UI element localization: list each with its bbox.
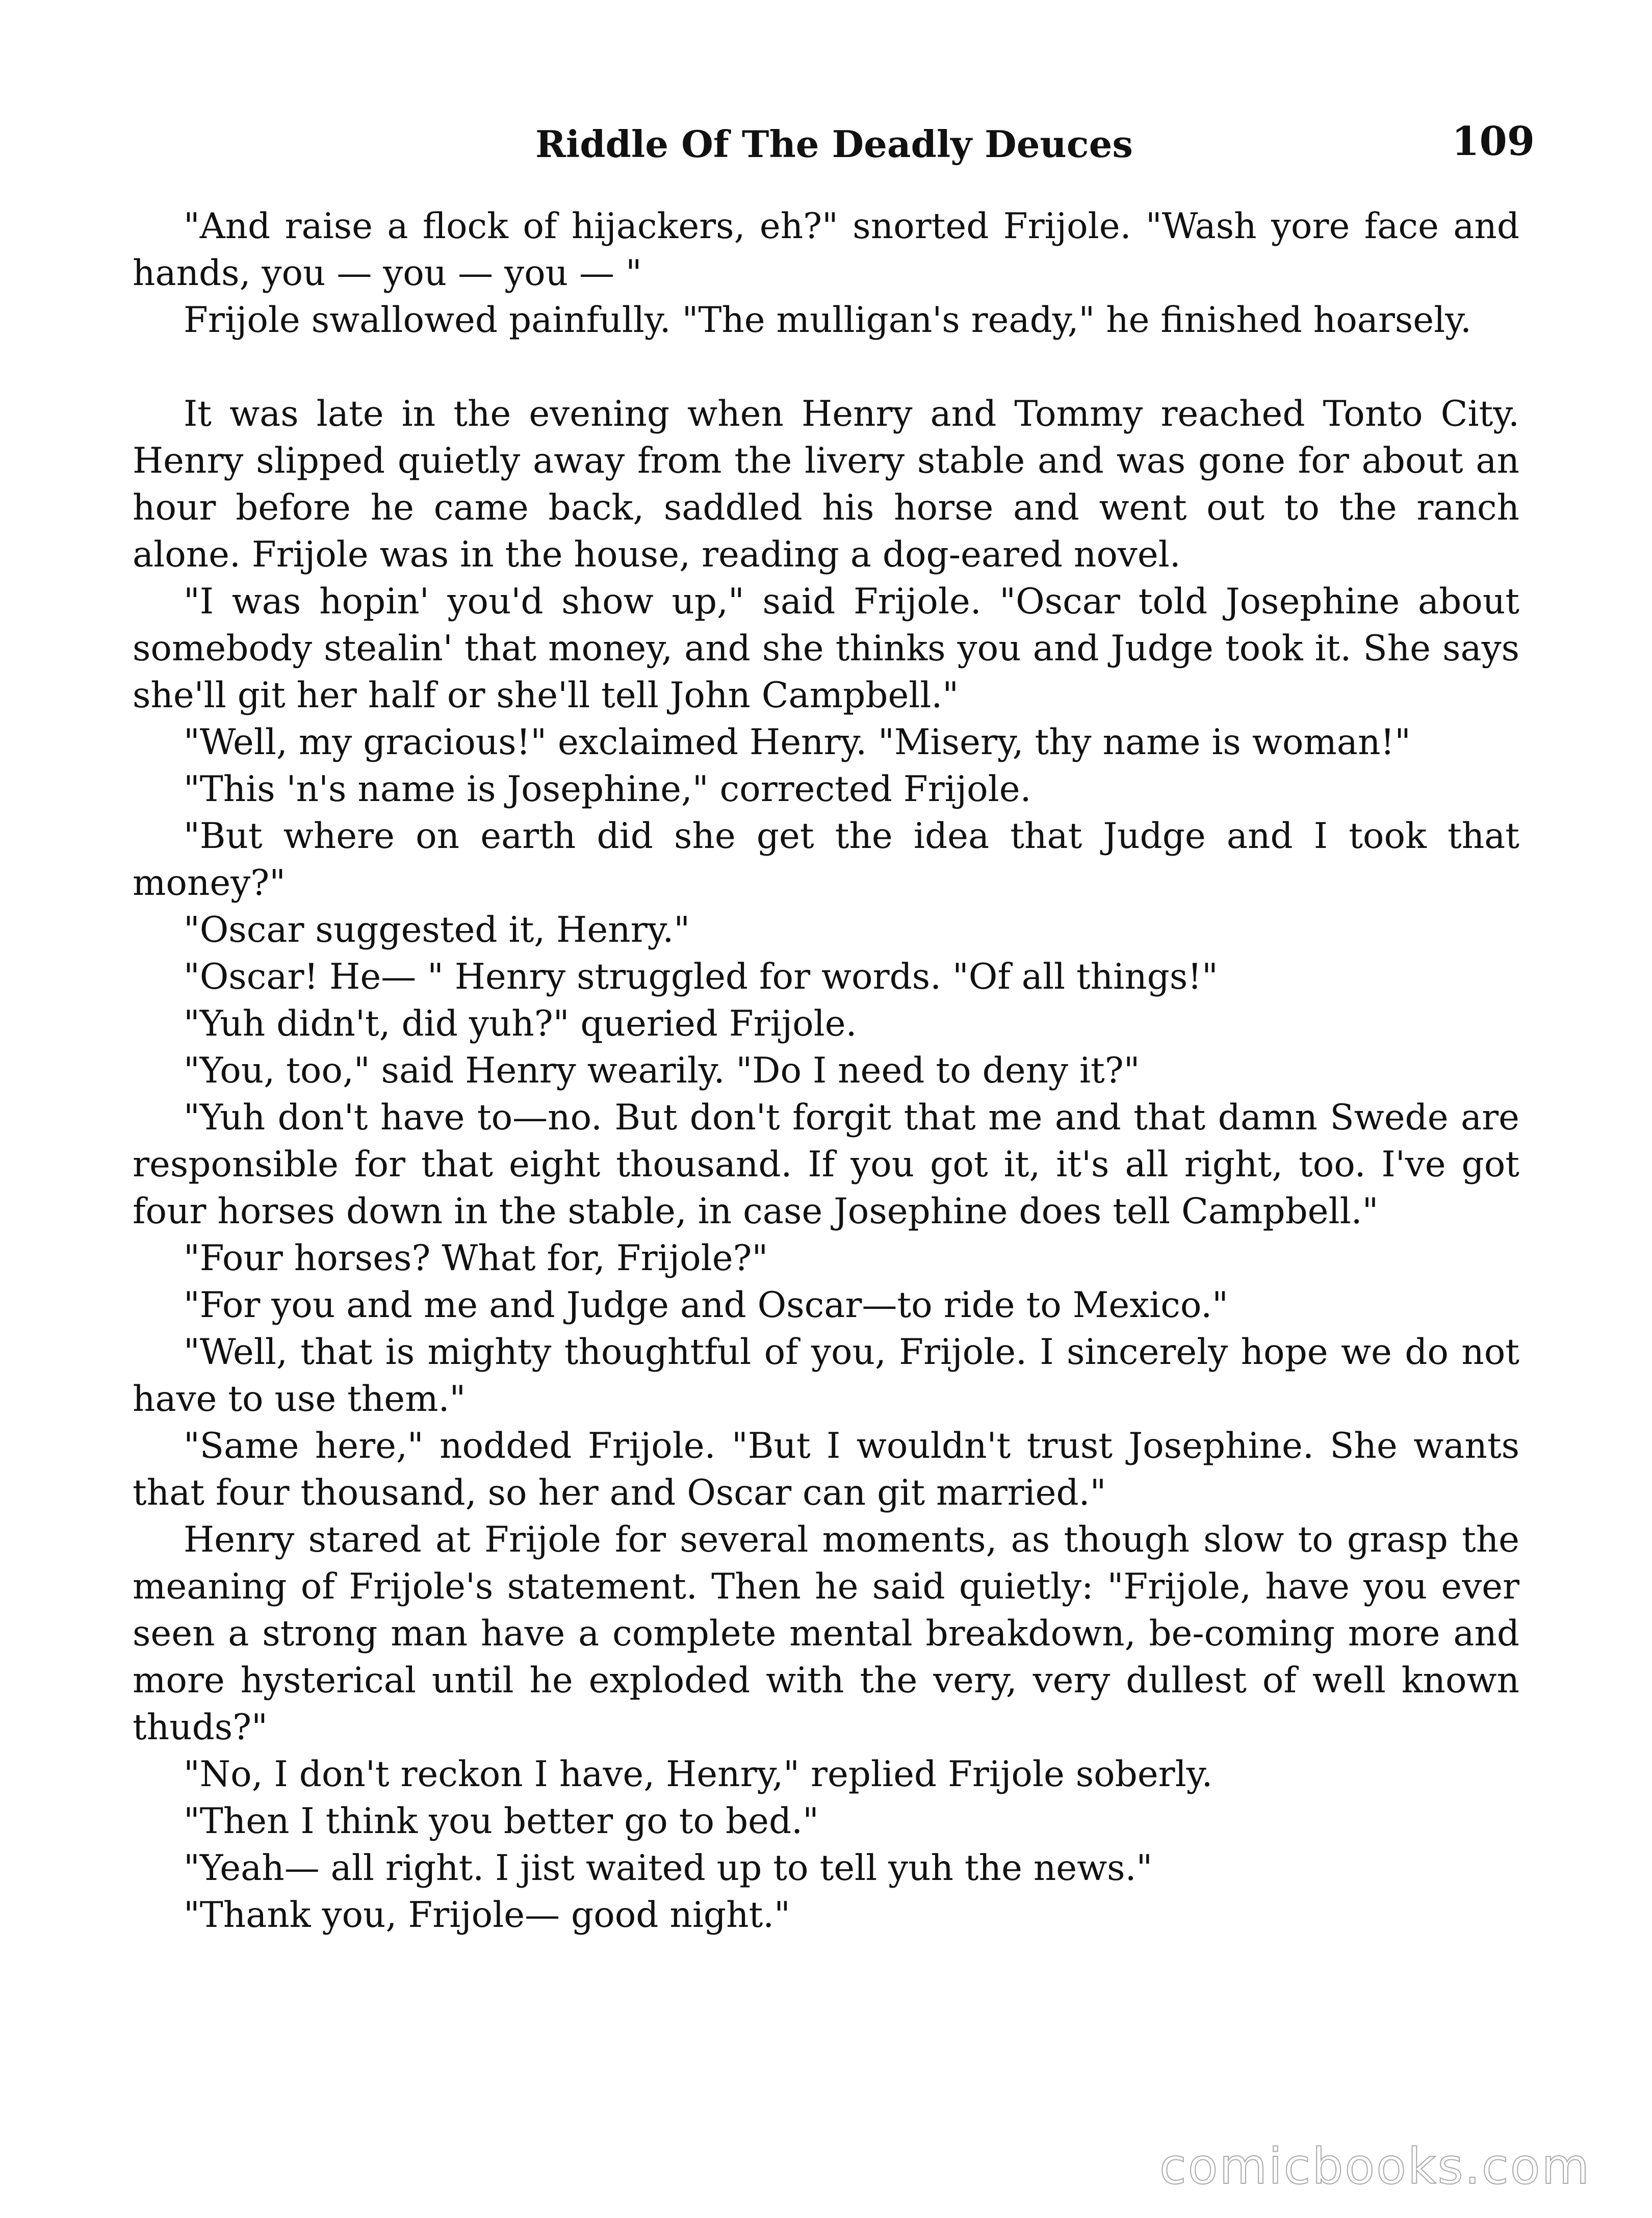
paragraph: "Oscar! He— " Henry struggled for words. "Of all things!" bbox=[184, 957, 1218, 997]
paragraph: "Thank you, Frijole— good night." bbox=[184, 1895, 790, 1936]
paragraph: "Then I think you better go to bed." bbox=[184, 1801, 819, 1842]
paragraph: "You, too," said Henry wearily. "Do I need to deny it?" bbox=[184, 1050, 1140, 1091]
paragraph: "Well, that is mighty thoughtful of you, Frijole. I sincerely hope we do not have to use them." bbox=[133, 1332, 1519, 1420]
paragraph: "But where on earth did she get the idea that Judge and I took that money?" bbox=[133, 816, 1519, 904]
paragraph: "Well, my gracious!" exclaimed Henry. "Misery, thy name is woman!" bbox=[184, 722, 1411, 763]
paragraph: It was late in the evening when Henry and Tommy reached Tonto City. Henry slipped quietly away from the livery stable and was gone for about an hour before he came back, saddled his horse and went out to the ranch alone. Frijole was in the house, reading a dog-eared novel. bbox=[133, 394, 1519, 575]
paragraph: "I was hopin' you'd show up," said Frijole. "Oscar told Josephine about somebody stealin' that money, and she thinks you and Judge took it. She says she'll git her half or she'll tell John Campbell." bbox=[133, 581, 1519, 716]
paragraph: "For you and me and Judge and Oscar—to ride to Mexico." bbox=[184, 1285, 1228, 1326]
paragraph: "And raise a flock of hijackers, eh?" snorted Frijole. "Wash yore face and hands, you — you — you — " bbox=[133, 206, 1519, 294]
paragraph: "Yeah— all right. I jist waited up to tell yuh the news." bbox=[184, 1848, 1153, 1889]
watermark: comicbooks.com bbox=[1159, 2138, 1591, 2195]
paragraph: "Same here," nodded Frijole. "But I wouldn't trust Josephine. She wants that four thousand, so her and Oscar can git married." bbox=[133, 1426, 1519, 1513]
body-text bbox=[133, 203, 1519, 1939]
running-title: Riddle Of The Deadly Deuces bbox=[535, 122, 1133, 166]
paragraph: "This 'n's name is Josephine," corrected Frijole. bbox=[184, 769, 1031, 810]
paragraph: "Four horses? What for, Frijole?" bbox=[184, 1238, 768, 1279]
paragraph: Frijole swallowed painfully. "The mulligan's ready," he finished hoarsely. bbox=[184, 300, 1472, 341]
paragraph: "Oscar suggested it, Henry." bbox=[184, 910, 690, 950]
page-number: 109 bbox=[1452, 118, 1535, 165]
paragraph: "Yuh didn't, did yuh?" queried Frijole. bbox=[184, 1003, 857, 1044]
paragraph: "Yuh don't have to—no. But don't forgit that me and that damn Swede are responsible for that eight thousand. If you got it, it's all right, too. I've got four horses down in the stable, in case Josephine does tell Campbell." bbox=[133, 1097, 1519, 1232]
paragraph: "No, I don't reckon I have, Henry," replied Frijole soberly. bbox=[184, 1754, 1213, 1795]
paragraph: Henry stared at Frijole for several moments, as though slow to grasp the meaning of Frijole's statement. Then he said quietly: "Frijole, have you ever seen a strong man have a complete mental breakdown, be-coming more and more hysterical until he exploded with the very, very dullest of well known thuds?" bbox=[133, 1519, 1519, 1748]
